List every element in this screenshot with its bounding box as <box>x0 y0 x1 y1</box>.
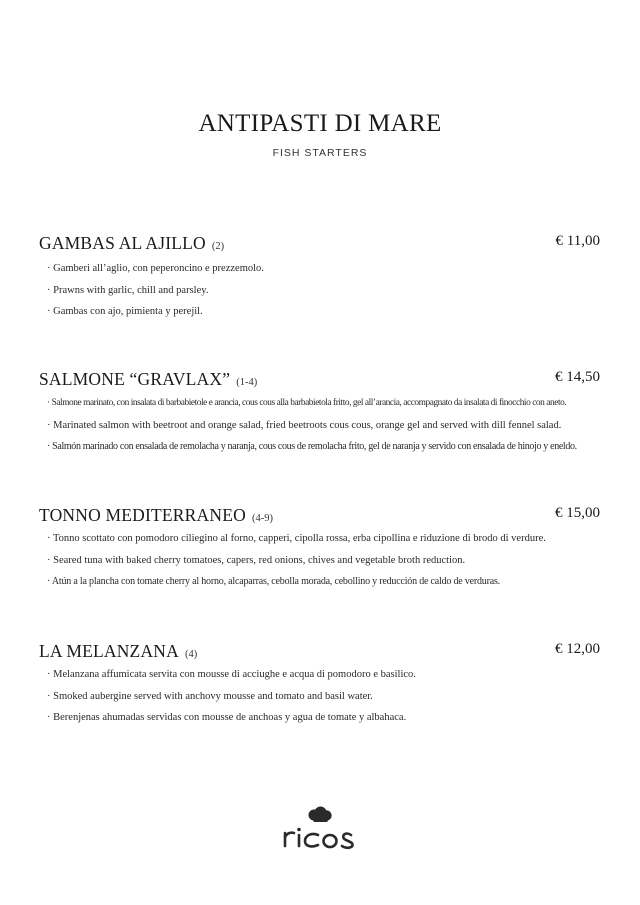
dish-descriptions <box>39 393 600 458</box>
description-italian: · Tonno scottato con pomodoro ciliegino al forno, capperi, cipolla rossa, erba cipollina e riduzione di brodo di verdure. <box>47 528 600 550</box>
dish-name: GAMBAS AL AJILLO <box>39 233 206 253</box>
dish-price: € 15,00 <box>555 505 600 521</box>
dish-tonno-mediterraneo <box>39 505 600 593</box>
dish-header <box>39 233 600 255</box>
dish-descriptions <box>39 258 600 323</box>
description-spanish: · Atún a la plancha con tomate cherry al horno, alcaparras, cebolla morada, cebollino y reducción de caldo de verduras. <box>47 571 600 593</box>
dish-allergens: (2) <box>211 241 225 252</box>
dish-header <box>39 369 600 391</box>
ricos-wordmark <box>285 833 353 848</box>
description-english: · Smoked aubergine served with anchovy mousse and tomato and basil water. <box>47 686 600 708</box>
dish-salmone-gravlax <box>39 369 600 458</box>
dish-la-melanzana <box>39 641 600 729</box>
chef-hat-icon <box>309 807 332 823</box>
dish-name: SALMONE “GRAVLAX” <box>39 369 231 389</box>
dish-allergens: (4) <box>184 649 198 660</box>
description-italian: · Salmone marinato, con insalata di barbabietole e arancia, cous cous alla barbabietola fritto, gel all’arancia, accompagnato da insalata di finocchio con aneto. <box>47 393 600 415</box>
description-spanish: · Gambas con ajo, pimienta y perejil. <box>47 301 600 323</box>
description-english: · Marinated salmon with beetroot and orange salad, fried beetroots cous cous, orange gel and served with dill fennel salad. <box>47 415 600 437</box>
ricos-logo <box>280 806 360 852</box>
dish-price: € 11,00 <box>555 233 600 249</box>
description-italian: · Gamberi all’aglio, con peperoncino e prezzemolo. <box>47 258 600 280</box>
dish-name: TONNO MEDITERRANEO <box>39 505 246 525</box>
dish-price: € 14,50 <box>555 369 600 385</box>
dish-header <box>39 505 600 527</box>
description-english: · Seared tuna with baked cherry tomatoes, capers, red onions, chives and vegetable broth reduction. <box>47 550 600 572</box>
dish-name: LA MELANZANA <box>39 641 179 661</box>
description-english: · Prawns with garlic, chill and parsley. <box>47 280 600 302</box>
dish-price: € 12,00 <box>555 641 600 657</box>
dish-allergens: (1-4) <box>236 377 258 388</box>
description-spanish: · Berenjenas ahumadas servidas con mousse de anchoas y agua de tomate y albahaca. <box>47 707 600 729</box>
i-dot <box>297 828 301 832</box>
dish-descriptions <box>39 664 600 729</box>
dish-gambas-al-ajillo <box>39 233 600 323</box>
description-italian: · Melanzana affumicata servita con mousse di acciughe e acqua di pomodoro e basilico. <box>47 664 600 686</box>
page-subtitle: FISH STARTERS <box>272 147 368 159</box>
dish-header <box>39 641 600 663</box>
description-spanish: · Salmón marinado con ensalada de remolacha y naranja, cous cous de remolacha frito, gel de naranja y servido con ensalada de hinojo y eneldo. <box>47 436 600 458</box>
dish-allergens: (4-9) <box>251 513 273 524</box>
page-title: ANTIPASTI DI MARE <box>198 110 442 137</box>
dish-descriptions <box>39 528 600 593</box>
